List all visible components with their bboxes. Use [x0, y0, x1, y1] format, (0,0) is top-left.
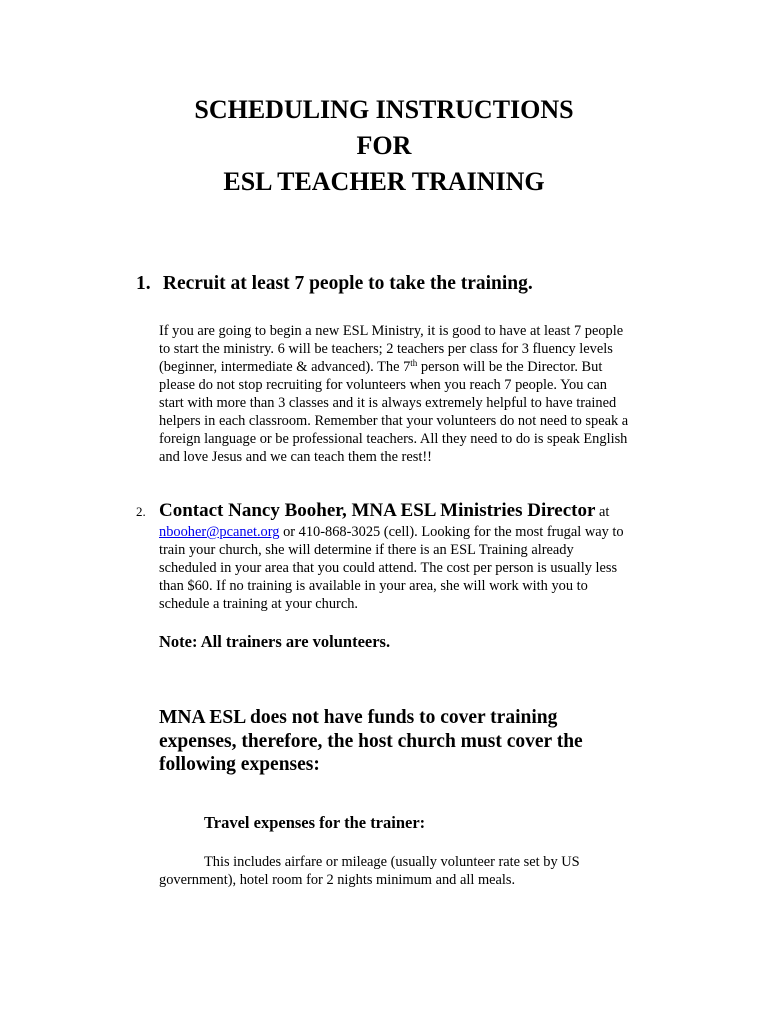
step-2-line: [159, 523, 629, 541]
title-line-3: ESL TEACHER TRAINING: [223, 167, 545, 196]
document-title: [0, 92, 768, 200]
title-line-2: FOR: [356, 131, 412, 160]
step-2-heading-text: Contact Nancy Booher, MNA ESL Ministries Director: [159, 500, 596, 521]
step-1-line: [159, 358, 629, 376]
step-1-line: foreign language or be professional teachers. All they need to do is speak English: [159, 431, 628, 447]
travel-expenses-paragraph: [159, 853, 629, 889]
step-1-paragraph: [159, 322, 629, 466]
step-2-at: at: [595, 504, 610, 520]
step-2-line: scheduled in your area that you could attend. The cost per person is usually less: [159, 560, 618, 576]
step-1-line: helpers in each classroom. Remember that your volunteers do not need to speak a: [159, 413, 629, 429]
step-2-line: schedule a training at your church.: [159, 596, 358, 612]
step-1-line-3-end: person will be the Director. But: [417, 359, 603, 375]
step-1-line-3-start: (beginner, intermediate & advanced). The 7: [159, 359, 411, 375]
step-2-line: train your church, she will determine if there is an ESL Training already: [159, 542, 574, 558]
step-2-paragraph: [159, 523, 629, 613]
funding-line: following expenses:: [159, 754, 320, 775]
step-1-line: start with more than 3 classes and it is always extremely helpful to have trained: [159, 395, 617, 411]
step-1-number: 1.: [136, 273, 151, 294]
step-1-heading: [136, 273, 533, 295]
step-2-heading: [136, 500, 609, 522]
step-2-line: than $60. If no training is available in your area, she will work with you to: [159, 578, 588, 594]
step-1-line: If you are going to begin a new ESL Ministry, it is good to have at least 7 people: [159, 323, 624, 339]
title-line-1: SCHEDULING INSTRUCTIONS: [194, 95, 574, 124]
travel-expenses-heading: Travel expenses for the trainer:: [204, 813, 426, 832]
funding-line: expenses, therefore, the host church must cover the: [159, 730, 583, 752]
step-2-number: 2.: [136, 504, 146, 519]
superscript-th: th: [410, 358, 418, 368]
trainers-note: Note: All trainers are volunteers.: [159, 632, 391, 651]
step-2-line-1-rest: or 410-868-3025 (cell). Looking for the most frugal way to: [279, 524, 624, 540]
email-link[interactable]: nbooher@pcanet.org: [159, 524, 280, 540]
travel-line: This includes airfare or mileage (usually volunteer rate set by US: [204, 854, 580, 870]
step-1-line: please do not stop recruiting for volunteers when you reach 7 people. You can: [159, 377, 607, 393]
funding-statement: [159, 706, 583, 777]
travel-line: government), hotel room for 2 nights minimum and all meals.: [159, 872, 516, 888]
step-1-line: to start the ministry. 6 will be teachers; 2 teachers per class for 3 fluency levels: [159, 341, 613, 357]
step-1-line: and love Jesus and we can teach them the rest!!: [159, 449, 432, 465]
step-1-heading-text: Recruit at least 7 people to take the training.: [162, 273, 533, 294]
funding-line: MNA ESL does not have funds to cover training: [159, 707, 558, 728]
